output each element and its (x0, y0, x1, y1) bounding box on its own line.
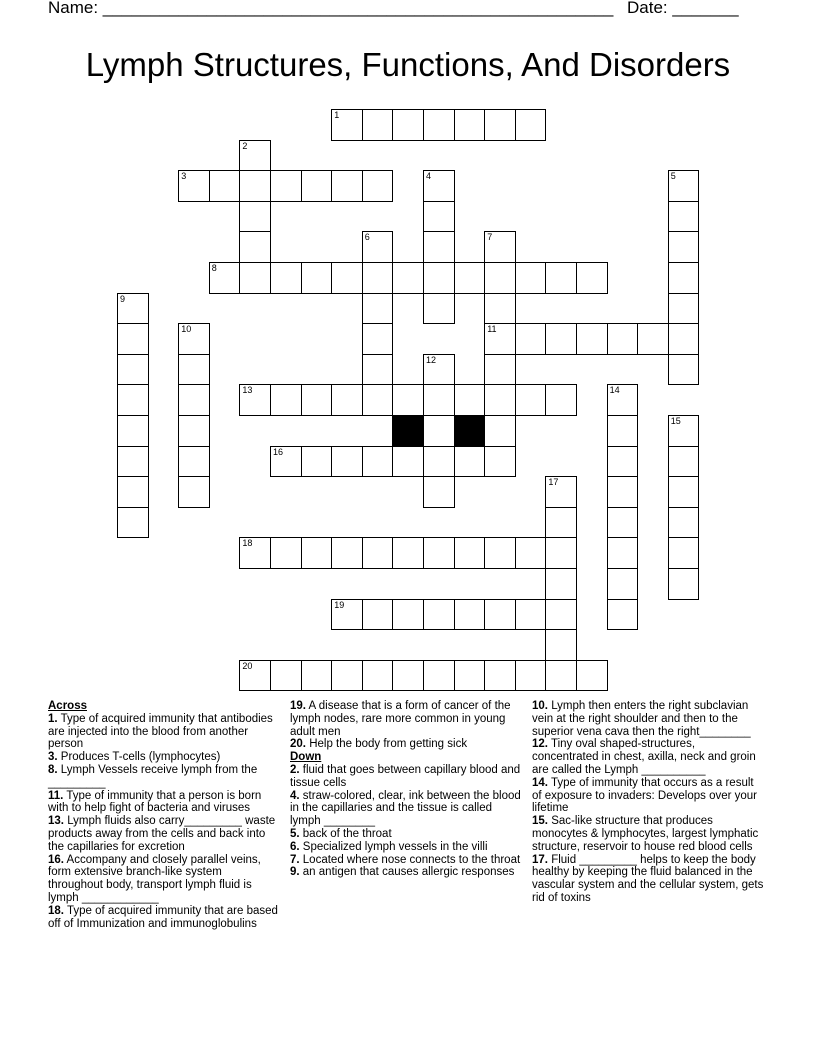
clue-num: 16. (48, 853, 64, 866)
crossword-cell[interactable] (270, 446, 302, 478)
crossword-cell[interactable] (392, 537, 424, 569)
crossword-cell[interactable] (178, 476, 210, 508)
clue-num: 7. (290, 853, 300, 866)
crossword-cell[interactable] (668, 415, 700, 447)
clue-text: Fluid _________ helps to keep the body healthy by keeping the fluid balanced in the vascular system and the cellular system, gets rid of toxins (532, 853, 764, 904)
crossword-cell[interactable] (423, 293, 455, 325)
crossword-cell[interactable] (178, 354, 210, 386)
crossword-cell[interactable] (239, 140, 271, 172)
crossword-cell[interactable] (484, 109, 516, 141)
clue-number: 13 (242, 385, 253, 396)
crossword-cell[interactable] (637, 323, 669, 355)
clue (48, 751, 278, 764)
crossword-cell[interactable] (423, 231, 455, 263)
crossword-cell[interactable] (668, 231, 700, 263)
clue-number: 7 (487, 232, 493, 243)
clue (290, 828, 522, 841)
crossword-cell[interactable] (607, 323, 639, 355)
clues-column-1 (48, 700, 278, 930)
clue-number: 14 (609, 385, 620, 396)
crossword-cell[interactable] (362, 537, 394, 569)
clue-text: Lymph then enters the right subclavian vein at the right shoulder and then to the superior vena cava then the right________ (532, 700, 751, 738)
crossword-cell[interactable] (607, 446, 639, 478)
crossword-block (454, 415, 486, 447)
clue-num: 1. (48, 712, 58, 725)
clue-num: 11. (48, 789, 64, 802)
clue-text: Type of acquired immunity that antibodies are injected into the blood from another person (48, 712, 273, 751)
crossword-cell[interactable] (117, 446, 149, 478)
clue-num: 8. (48, 763, 58, 776)
clue-text: Tiny oval shaped-structures, concentrated in chest, axilla, neck and groin are called the Lymph __________ (532, 738, 756, 776)
crossword-cell[interactable] (362, 660, 394, 692)
clue (290, 700, 522, 738)
clue-number: 17 (548, 477, 559, 488)
clue-num: 4. (290, 789, 300, 802)
clues-column-3 (532, 700, 764, 905)
crossword-cell[interactable] (362, 109, 394, 141)
clue-text: straw-colored, clear, ink between the blood in the capillaries and the tissue is called lymph ________ (290, 789, 521, 828)
crossword-cell[interactable] (301, 660, 333, 692)
crossword-cell[interactable] (331, 537, 363, 569)
crossword-cell[interactable] (668, 568, 700, 600)
crossword-cell[interactable] (545, 384, 577, 416)
crossword-cell[interactable] (178, 323, 210, 355)
crossword-cell[interactable] (484, 599, 516, 631)
date-field[interactable]: Date: _______ (627, 0, 739, 17)
crossword-cell[interactable] (454, 384, 486, 416)
crossword-cell[interactable] (484, 293, 516, 325)
clue (532, 700, 764, 738)
crossword-cell[interactable] (301, 384, 333, 416)
crossword-cell[interactable] (668, 476, 700, 508)
crossword-cell[interactable] (362, 384, 394, 416)
crossword-block (392, 415, 424, 447)
crossword-cell[interactable] (270, 384, 302, 416)
crossword-cell[interactable] (576, 660, 608, 692)
crossword-cell[interactable] (362, 446, 394, 478)
crossword-cell[interactable] (117, 476, 149, 508)
crossword-cell[interactable] (239, 660, 271, 692)
crossword-cell[interactable] (270, 660, 302, 692)
clue (48, 905, 278, 931)
clue (532, 777, 764, 815)
clue-text: Type of immunity that occurs as a result of exposure to invaders: Develops over your lifetime (532, 776, 758, 815)
clue (290, 866, 522, 879)
clue-num: 15. (532, 815, 548, 828)
crossword-cell[interactable] (484, 384, 516, 416)
clue (290, 738, 522, 751)
crossword-cell[interactable] (423, 660, 455, 692)
crossword-cell[interactable] (545, 476, 577, 508)
crossword-cell[interactable] (454, 109, 486, 141)
clue-number: 18 (242, 538, 253, 549)
crossword-cell[interactable] (117, 323, 149, 355)
clues-column-2 (290, 700, 522, 879)
crossword-cell[interactable] (362, 323, 394, 355)
crossword-cell[interactable] (515, 660, 547, 692)
crossword-cell[interactable] (362, 599, 394, 631)
crossword-cell[interactable] (239, 384, 271, 416)
crossword-cell[interactable] (301, 262, 333, 294)
crossword-cell[interactable] (331, 109, 363, 141)
crossword-cell[interactable] (607, 384, 639, 416)
clue-number: 15 (670, 416, 681, 426)
crossword-cell[interactable] (515, 384, 547, 416)
crossword-cell[interactable] (454, 262, 486, 294)
crossword-cell[interactable] (209, 170, 241, 202)
clue-text: A disease that is a form of cancer of the lymph nodes, rare more common in young adult men (290, 700, 511, 738)
clue-text: Located where nose connects to the throat (299, 853, 521, 866)
crossword-cell[interactable] (178, 446, 210, 478)
crossword-cell[interactable] (576, 323, 608, 355)
crossword-cell[interactable] (178, 170, 210, 202)
crossword-cell[interactable] (270, 537, 302, 569)
crossword-cell[interactable] (545, 262, 577, 294)
crossword-cell[interactable] (515, 262, 547, 294)
crossword-cell[interactable] (117, 293, 149, 325)
crossword-cell[interactable] (331, 599, 363, 631)
crossword-cell[interactable] (545, 660, 577, 692)
crossword-cell[interactable] (423, 537, 455, 569)
clue-number: 11 (487, 324, 497, 335)
crossword-cell[interactable] (392, 446, 424, 478)
crossword-cell[interactable] (331, 446, 363, 478)
crossword-cell[interactable] (239, 537, 271, 569)
crossword-cell[interactable] (484, 537, 516, 569)
crossword-cell[interactable] (423, 415, 455, 447)
clue-number: 1 (334, 110, 340, 120)
clue (48, 815, 278, 853)
clue-num: 3. (48, 751, 58, 764)
crossword-cell[interactable] (607, 507, 639, 539)
down-heading: Down (290, 751, 322, 764)
crossword-cell[interactable] (270, 170, 302, 202)
clue (48, 854, 278, 905)
crossword-cell[interactable] (362, 293, 394, 325)
crossword-cell[interactable] (423, 201, 455, 233)
clue-text: Produces T-cells (lymphocytes) (57, 751, 221, 764)
crossword-cell[interactable] (117, 415, 149, 447)
crossword-cell[interactable] (484, 262, 516, 294)
crossword-cell[interactable] (545, 507, 577, 539)
crossword-cell[interactable] (454, 599, 486, 631)
crossword-cell[interactable] (362, 231, 394, 263)
crossword-cell[interactable] (515, 537, 547, 569)
crossword-cell[interactable] (362, 262, 394, 294)
clue-text: Sac-like structure that produces monocytes & lymphocytes, largest lymphatic structure, reservoir to house red blood cells (532, 815, 759, 853)
crossword-cell[interactable] (545, 568, 577, 600)
clue-number: 16 (273, 446, 284, 457)
crossword-cell[interactable] (484, 660, 516, 692)
clue (532, 815, 764, 853)
crossword-cell[interactable] (301, 446, 333, 478)
crossword-cell[interactable] (545, 599, 577, 631)
crossword-cell[interactable] (668, 170, 700, 202)
across-clue-list-continued (290, 700, 522, 751)
clue-number: 10 (181, 324, 192, 335)
crossword-cell[interactable] (331, 262, 363, 294)
crossword-cell[interactable] (392, 599, 424, 631)
crossword-cell[interactable] (668, 262, 700, 294)
clue-num: 13. (48, 815, 64, 828)
clue (290, 854, 522, 867)
clue-number: 20 (242, 660, 253, 671)
crossword-cell[interactable] (362, 354, 394, 386)
crossword-cell[interactable] (668, 537, 700, 569)
crossword-cell[interactable] (423, 354, 455, 386)
crossword-cell[interactable] (392, 109, 424, 141)
clue-text: Specialized lymph vessels in the villi (299, 840, 488, 853)
across-heading: Across (48, 700, 87, 712)
crossword-cell[interactable] (392, 262, 424, 294)
clue (532, 738, 764, 776)
clue-text: back of the throat (299, 827, 392, 840)
crossword-cell[interactable] (331, 170, 363, 202)
crossword-cell[interactable] (423, 384, 455, 416)
crossword-cell[interactable] (423, 599, 455, 631)
crossword-cell[interactable] (515, 109, 547, 141)
crossword-cell[interactable] (331, 384, 363, 416)
crossword-cell[interactable] (668, 354, 700, 386)
crossword-cell[interactable] (484, 231, 516, 263)
clue (48, 713, 278, 751)
clue (290, 764, 522, 790)
crossword-cell[interactable] (484, 354, 516, 386)
crossword-cell[interactable] (668, 507, 700, 539)
crossword-cell[interactable] (209, 262, 241, 294)
clue-text: Type of acquired immunity that are based off of Immunization and immunoglobulins (48, 904, 278, 930)
crossword-cell[interactable] (423, 446, 455, 478)
down-clue-list-continued (532, 700, 764, 905)
across-clue-list (48, 713, 278, 931)
clue-number: 9 (120, 293, 126, 304)
crossword-cell[interactable] (668, 446, 700, 478)
crossword-cell[interactable] (515, 599, 547, 631)
clue-number: 19 (334, 599, 345, 610)
crossword-cell[interactable] (117, 354, 149, 386)
crossword-cell[interactable] (454, 660, 486, 692)
down-clue-list (290, 764, 522, 879)
clue-number: 3 (181, 171, 187, 182)
clue-num: 20. (290, 738, 306, 751)
clue (48, 764, 278, 790)
crossword-cell[interactable] (545, 323, 577, 355)
crossword-cell[interactable] (178, 415, 210, 447)
clue (532, 854, 764, 905)
crossword-cell[interactable] (239, 231, 271, 263)
crossword-cell[interactable] (239, 170, 271, 202)
clue-number: 12 (426, 354, 437, 365)
crossword-cell[interactable] (178, 384, 210, 416)
clue-num: 17. (532, 853, 548, 866)
clue (290, 841, 522, 854)
crossword-cell[interactable] (423, 476, 455, 508)
page-title: Lymph Structures, Functions, And Disorders (85, 46, 731, 83)
clue-number: 8 (211, 263, 217, 273)
crossword-cell[interactable] (515, 323, 547, 355)
clue (48, 790, 278, 816)
clue-number: 4 (426, 171, 432, 182)
crossword-cell[interactable] (392, 384, 424, 416)
clue-num: 18. (48, 904, 64, 917)
crossword-cell[interactable] (484, 446, 516, 478)
clue-number: 2 (242, 140, 248, 151)
name-field[interactable]: Name: ______________________________________________________ (48, 0, 614, 17)
clue-number: 6 (364, 232, 370, 243)
crossword-cell[interactable] (239, 262, 271, 294)
clue-text: Help the body from getting sick (306, 738, 468, 751)
clue-text: Accompany and closely parallel veins, form extensive branch-like system throughout body, transport lymph fluid is lymph ____________ (48, 853, 261, 904)
crossword-cell[interactable] (668, 323, 700, 355)
crossword-cell[interactable] (484, 323, 516, 355)
crossword-cell[interactable] (668, 201, 700, 233)
crossword-cell[interactable] (423, 109, 455, 141)
clue-text: Type of immunity that a person is born with to help fight of bacteria and viruses (48, 789, 262, 815)
crossword-cell[interactable] (392, 660, 424, 692)
crossword-cell[interactable] (607, 599, 639, 631)
crossword-cell[interactable] (301, 537, 333, 569)
crossword-cell[interactable] (607, 415, 639, 447)
crossword-cell[interactable] (423, 262, 455, 294)
crossword-cell[interactable] (607, 537, 639, 569)
crossword-cell[interactable] (423, 170, 455, 202)
clue-num: 2. (290, 763, 300, 776)
crossword-cell[interactable] (576, 262, 608, 294)
clue-num: 12. (532, 738, 548, 751)
clue-text: Lymph fluids also carry_________ waste products away from the cells and back into the capillaries for excretion (48, 815, 276, 853)
clue-text: Lymph Vessels receive lymph from the _________ (48, 763, 258, 789)
crossword-cell[interactable] (117, 384, 149, 416)
clue-text: an antigen that causes allergic responses (299, 866, 515, 879)
clue-num: 9. (290, 866, 300, 879)
clue-num: 14. (532, 776, 548, 789)
crossword-cell[interactable] (270, 262, 302, 294)
crossword-cell[interactable] (545, 629, 577, 661)
crossword-cell[interactable] (239, 201, 271, 233)
crossword-cell[interactable] (454, 537, 486, 569)
crossword-cell[interactable] (607, 476, 639, 508)
crossword-cell[interactable] (117, 507, 149, 539)
clue-num: 6. (290, 840, 300, 853)
clue-num: 19. (290, 700, 306, 712)
crossword-cell[interactable] (301, 170, 333, 202)
crossword-cell[interactable] (545, 537, 577, 569)
crossword-cell[interactable] (331, 660, 363, 692)
clue-num: 10. (532, 700, 548, 712)
crossword-cell[interactable] (484, 415, 516, 447)
crossword-cell[interactable] (668, 293, 700, 325)
clue-number: 5 (670, 171, 676, 182)
crossword-cell[interactable] (362, 170, 394, 202)
clue (290, 790, 522, 828)
clue-num: 5. (290, 827, 300, 840)
crossword-cell[interactable] (454, 446, 486, 478)
clue-text: fluid that goes between capillary blood and tissue cells (290, 763, 521, 789)
crossword-cell[interactable] (607, 568, 639, 600)
